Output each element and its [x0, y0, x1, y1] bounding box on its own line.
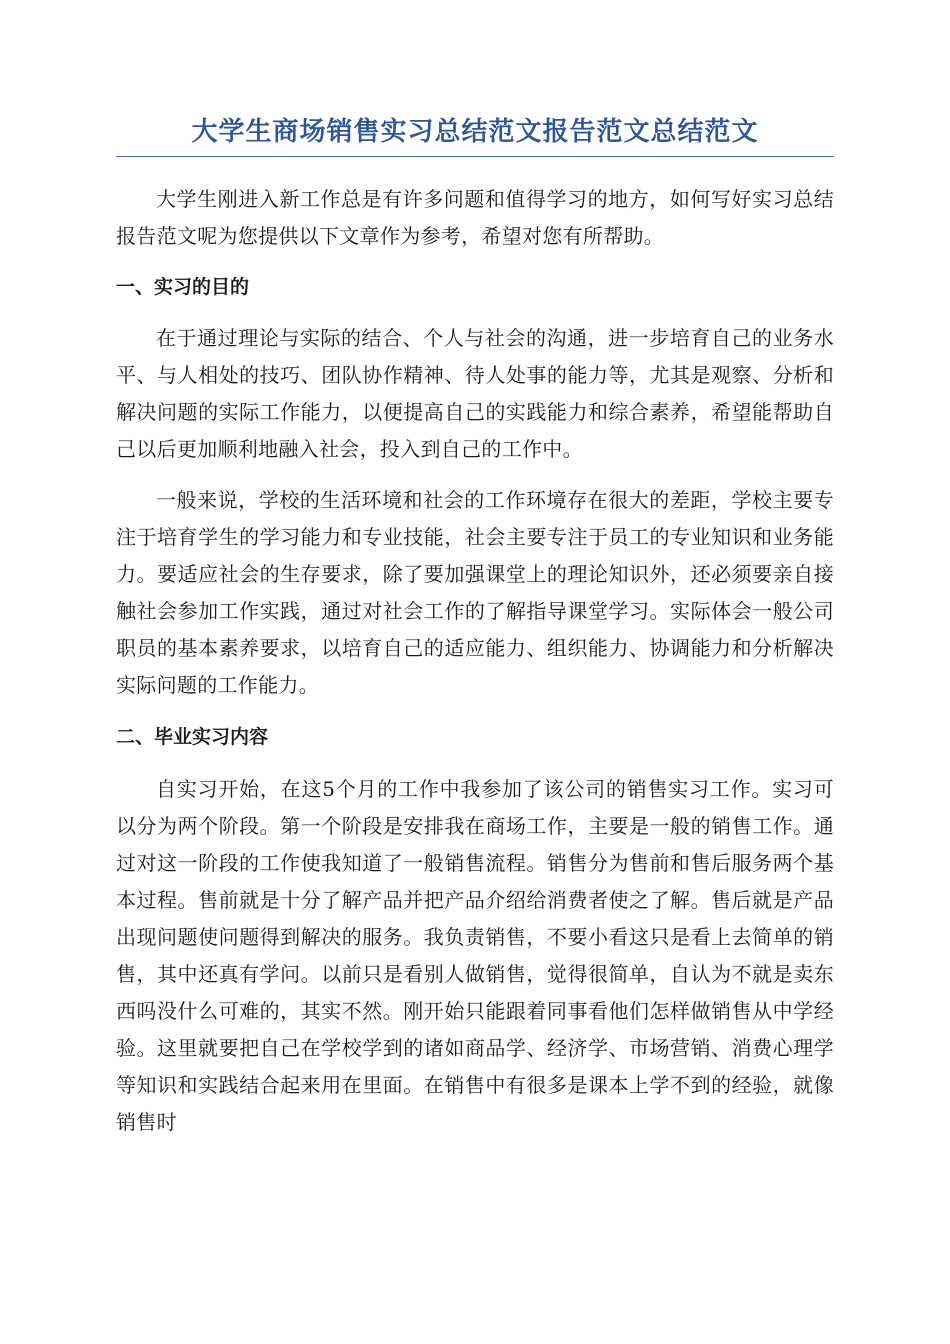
intro-paragraph: 大学生刚进入新工作总是有许多问题和值得学习的地方，如何写好实习总结报告范文呢为您提供以下文章作为参考，希望对您有所帮助。 — [116, 187, 834, 248]
section-heading-purpose: 一、实习的目的 — [116, 276, 250, 298]
paragraph-content-1: 自实习开始，在这5个月的工作中我参加了该公司的销售实习工作。实习可以分为两个阶段。第一个阶段是安排我在商场工作，主要是一般的销售工作。通过对这一阶段的工作使我知道了一般销售流程。销售分为售前和售后服务两个基本过程。售前就是十分了解产品并把产品介绍给消费者使之了解。售后就是产品出现问题使问题得到解决的服务。我负责销售，不要小看这只是看上去简单的销售，其中还真有学问。以前只是看别人做销售，觉得很简单，自认为不就是卖东西吗没什么可难的，其实不然。刚开始只能跟着同事看他们怎样做销售从中学经验。这里就要把自己在学校学到的诸如商品学、经济学、市场营销、消费心理学等知识和实践结合起来用在里面。在销售中有很多是课本上学不到的经验，就像销售时 — [116, 777, 834, 1134]
section-heading-content: 二、毕业实习内容 — [116, 726, 269, 748]
paragraph-purpose-2: 一般来说，学校的生活环境和社会的工作环境存在很大的差距，学校主要专注于培育学生的学习能力和专业技能，社会主要专注于员工的专业知识和业务能力。要适应社会的生存要求，除了要加强课堂上的理论知识外，还必须要亲自接触社会参加工作实践，通过对社会工作的了解指导课堂学习。实际体会一般公司职员的基本素养要求，以培育自己的适应能力、组织能力、协调能力和分析解决实际问题的工作能力。 — [116, 488, 834, 697]
document-page — [116, 110, 834, 1141]
document-title: 大学生商场销售实习总结范文报告范文总结范文 — [116, 110, 834, 157]
paragraph-purpose-1: 在于通过理论与实际的结合、个人与社会的沟通，进一步培育自己的业务水平、与人相处的技巧、团队协作精神、待人处事的能力等，尤其是观察、分析和解决问题的实际工作能力，以便提高自己的实践能力和综合素养，希望能帮助自己以后更加顺利地融入社会，投入到自己的工作中。 — [116, 326, 834, 461]
